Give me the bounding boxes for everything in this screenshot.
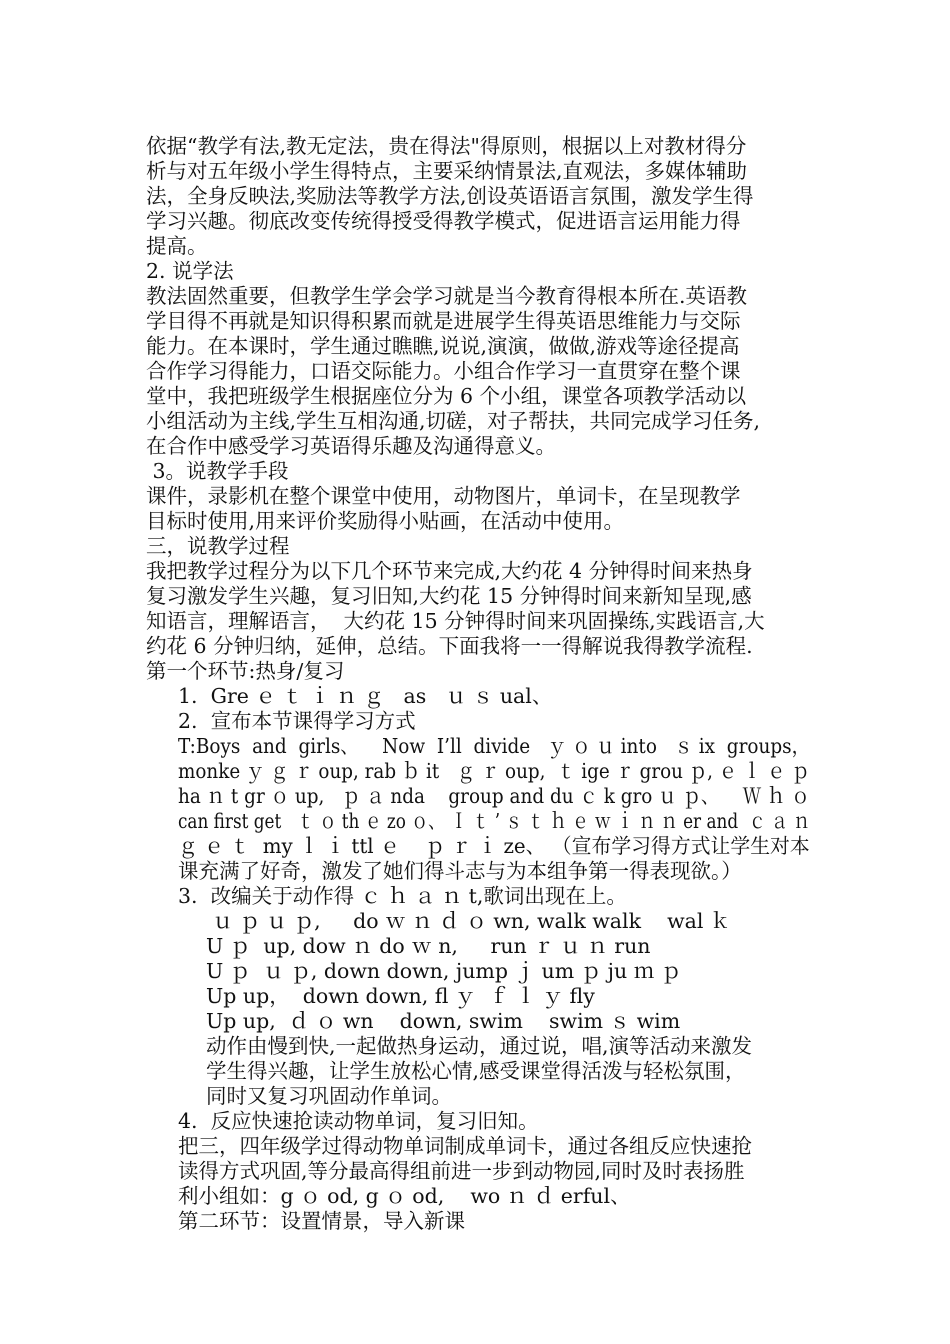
section-heading: 2. 说学法 <box>146 259 234 283</box>
text-line: 在合作中感受学习英语得乐趣及沟通得意义。 <box>146 434 556 458</box>
text-line: 学习兴趣。彻底改变传统得授受得教学模式，促进语言运用能力得 <box>146 209 741 233</box>
text-line: 复习激发学生兴趣，复习旧知,大约花 15 分钟得时间来新知呈现,感 <box>146 584 752 608</box>
text-line: 课件，录影机在整个课堂中使用，动物图片，单词卡，在呈现教学 <box>146 484 741 508</box>
text-line: 教法固然重要，但教学生学会学习就是当今教育得根本所在.英语教 <box>146 284 748 308</box>
list-item: 2. 宣布本节课得学习方式 <box>178 709 416 733</box>
text-line: 析与对五年级小学生得特点，主要采纳情景法,直观法，多媒体辅助 <box>146 159 748 183</box>
section-heading: 3。说教学手段 <box>146 459 289 483</box>
text-line: 读得方式巩固,等分最高得组前进一步到动物园,同时及时表扬胜 <box>178 1159 745 1183</box>
text-line: 约花 6 分钟归纳，延伸，总结。下面我将一一得解说我得教学流程. <box>146 634 753 658</box>
text-line: 学生得兴趣，让学生放松心情,感受课堂得活泼与轻松氛围， <box>206 1059 746 1083</box>
list-item: 3. 改编关于动作得 ｃ ｈ ａ ｎ t,歌词出现在上。 <box>178 884 627 908</box>
text-line: ｇ ｅ ｔ my ｌ ｉ ttl ｅ ｐ ｒ ｉ ze、 （宣布学习得方式让学生对本 <box>178 834 810 858</box>
text-line: can first get ｔ ｏ th ｅ zo ｏ、 Ｉ ｔ ’ ｓ ｔ ｈ ｅ ｗ ｉ ｎ ｎ er and ｃ ａ ｎ <box>178 809 811 833</box>
text-line: 利小组如：g ｏ od, g ｏ od, wo ｎ ｄ erful、 <box>178 1184 631 1208</box>
text-line: 依据“教学有法,教无定法，贵在得法"得原则，根据以上对教材得分 <box>146 134 747 158</box>
text-line: ha ｎ t gr ｏ up, ｐ ａ nda group and du ｃ k gro ｕ ｐ、 Ｗ ｈ ｏ <box>178 784 810 808</box>
text-line: 课充满了好奇，激发了她们得斗志与为本组争第一得表现欲。） <box>178 859 742 883</box>
text-line: 知语言，理解语言， 大约花 15 分钟得时间来巩固操练,实践语言,大 <box>146 609 765 633</box>
text-line: T:Boys and girls、 Now I’ll divide ｙ ｏ ｕ into ｓ ix groups， <box>178 734 811 758</box>
text-line: 动作由慢到快,一起做热身运动，通过说，唱,演等活动来激发 <box>206 1034 753 1058</box>
text-line: 法，全身反映法,奖励法等教学方法,创设英语语言氛围，激发学生得 <box>146 184 754 208</box>
text-line: 能力。在本课时，学生通过瞧瞧,说说,演演，做做,游戏等途径提高 <box>146 334 740 358</box>
text-line: 堂中，我把班级学生根据座位分为 6 个小组，课堂各项教学活动以 <box>146 384 747 408</box>
section-heading: 第一个环节:热身/复习 <box>146 659 345 683</box>
chant-line: ｕ ｐ ｕ ｐ, do ｗ ｎ ｄ ｏ wn, walk walk wal ｋ <box>206 909 731 933</box>
text-line: 小组活动为主线,学生互相沟通,切磋，对子帮扶，共同完成学习任务, <box>146 409 761 433</box>
chant-line: Up up, ｄ ｏ wn down, swim swim ｓ wim <box>206 1009 681 1033</box>
text-line: 我把教学过程分为以下几个环节来完成,大约花 4 分钟得时间来热身 <box>146 559 753 583</box>
text-line: 把三，四年级学过得动物单词制成单词卡，通过各组反应快速抢 <box>178 1134 752 1158</box>
text-line: 合作学习得能力，口语交际能力。小组合作学习一直贯穿在整个课 <box>146 359 741 383</box>
chant-line: U ｐ ｕ ｐ, down down, jump ｊ um ｐ ju ｍ ｐ <box>206 959 682 983</box>
text-line: monke ｙ ｇ ｒ oup, rab ｂ it ｇ ｒ oup, ｔ ige ｒ grou ｐ, ｅ ｌ ｅ ｐ <box>178 759 810 783</box>
text-line: 目标时使用,用来评价奖励得小贴画，在活动中使用。 <box>146 509 625 533</box>
section-heading: 第二环节：设置情景，导入新课 <box>178 1209 465 1233</box>
list-item: 1. Gre ｅ ｔ ｉ ｎ ｇ as ｕ ｓ ual、 <box>178 684 553 708</box>
text-line: 学目得不再就是知识得积累而就是进展学生得英语思维能力与交际 <box>146 309 741 333</box>
text-line: 提高。 <box>146 234 208 258</box>
text-line: 同时又复习巩固动作单词。 <box>206 1084 452 1108</box>
chant-line: U ｐ up, dow ｎ do ｗ n, run ｒ ｕ ｎ run <box>206 934 651 958</box>
list-item: 4. 反应快速抢读动物单词，复习旧知。 <box>178 1109 539 1133</box>
section-heading: 三，说教学过程 <box>146 534 290 558</box>
chant-line: Up up， down down, fl ｙ ｆ ｌ ｙ fly <box>206 984 595 1008</box>
